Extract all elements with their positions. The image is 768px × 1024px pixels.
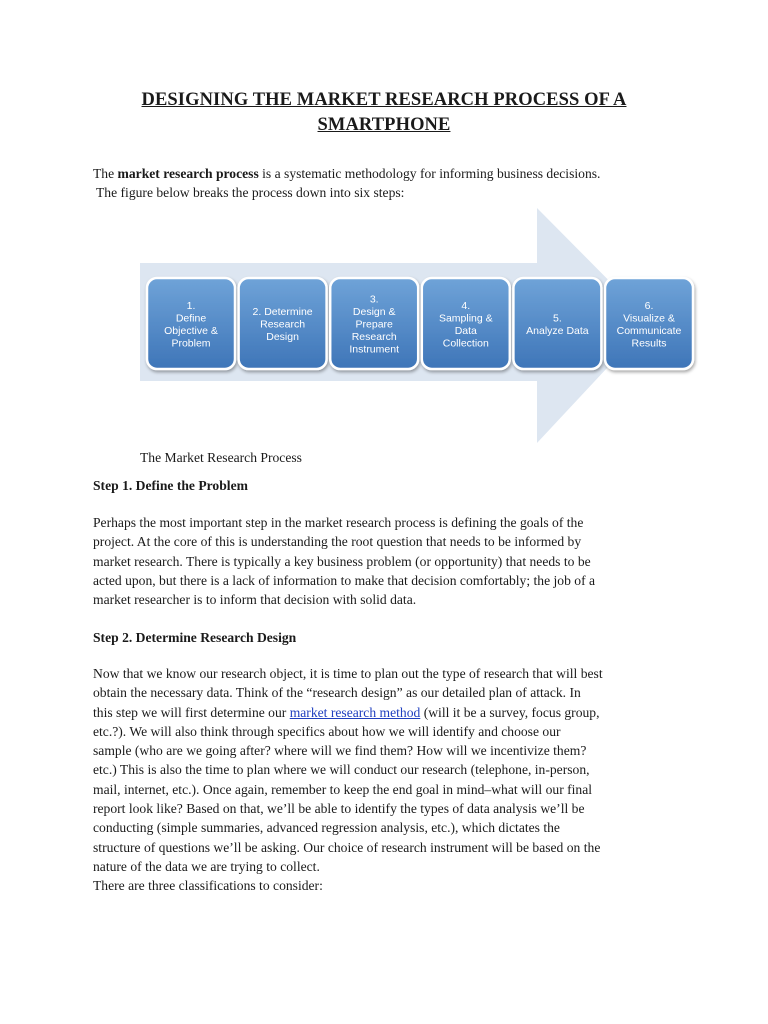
step2-line: conducting (simple summaries, advanced regression analysis, etc.), which dictates the (93, 820, 560, 836)
process-step-label: Research (351, 331, 397, 343)
page-title (60, 88, 708, 138)
process-step-label: Communicate (616, 324, 682, 337)
process-step-label: 3. (369, 293, 379, 306)
market-research-method-link[interactable]: market research method (289, 704, 421, 720)
process-diagram (140, 200, 710, 445)
process-step-6 (605, 278, 693, 369)
step2-line: obtain the necessary data. Think of the “research design” as our detailed plan of attack. In (93, 685, 581, 701)
process-step-label: Instrument (349, 343, 400, 356)
intro-line-2: The figure below breaks the process down into six steps: (96, 185, 405, 201)
step1-line: market researcher is to inform that decision with solid data. (93, 592, 417, 608)
process-step-label: Sampling & (438, 312, 493, 325)
step2-line: nature of the data we are trying to collect. (93, 858, 320, 874)
process-step-label: Design & (352, 306, 396, 318)
step1-line: market research. There is typically a key business problem (or opportunity) that needs to be (93, 553, 591, 569)
process-step-label: Objective & (164, 324, 218, 337)
process-step-label: Collection (442, 337, 489, 350)
step2-line: There are three classifications to consider: (93, 878, 323, 894)
process-step-2 (239, 278, 327, 369)
step2-line: sample (who are we going after? where will we find them? How will we incentivize them? (93, 743, 587, 759)
process-step-label: Design (266, 331, 299, 343)
step2-heading: Step 2. Determine Research Design (93, 630, 297, 645)
process-step-label: Research (260, 318, 306, 331)
step2-line (93, 703, 693, 722)
step2-line: report look like? Based on that, we’ll be able to identify the types of data analysis we’ll be (93, 801, 585, 817)
process-step-label: Define (175, 312, 207, 325)
intro-paragraph (93, 164, 693, 203)
step2-line: mail, internet, etc.). Once again, remember to keep the end goal in mind–what will our final (93, 781, 593, 797)
intro-post: is a systematic methodology for informing business decisions. (258, 166, 601, 181)
process-step-5 (513, 278, 601, 369)
step2-line3-post: (will it be a survey, focus group, (420, 704, 600, 720)
process-step-label: 5. (553, 312, 562, 325)
process-step-label: 6. (644, 299, 654, 312)
process-step-label: Data (454, 324, 477, 337)
process-step-label: 4. (461, 299, 471, 312)
step1-paragraph (93, 513, 693, 609)
process-step-label: Prepare (355, 318, 393, 331)
process-step-4 (422, 278, 510, 369)
title-line-2: SMARTPHONE (317, 115, 451, 135)
step2-line: etc.?). We will also think through specifics about how we will identify and choose our (93, 723, 561, 739)
step2-paragraph (93, 664, 693, 896)
diagram-caption: The Market Research Process (140, 450, 302, 465)
step2-line: Now that we know our research object, it is time to plan out the type of research that will best (93, 666, 603, 681)
step2-line: structure of questions we’ll be asking. Our choice of research instrument will be based on the (93, 839, 601, 855)
process-step-3 (330, 278, 418, 369)
process-step-label: 1. (186, 299, 196, 312)
process-step-1 (147, 278, 235, 369)
step1-line: Perhaps the most important step in the market research process is defining the goals of the (93, 515, 584, 530)
title-line-1: DESIGNING THE MARKET RESEARCH PROCESS OF A (141, 90, 627, 110)
step2-line3-pre: this step we will first determine our (93, 704, 290, 720)
process-step-label: Problem (171, 337, 211, 350)
intro-bold-term: market research process (117, 166, 259, 181)
process-step-label: Results (631, 337, 667, 350)
process-step-label: 2. Determine (252, 306, 313, 318)
process-step-label: Analyze Data (526, 324, 589, 337)
step1-line: project. At the core of this is understanding the root question that needs to be informed by (93, 534, 582, 550)
intro-pre: The (93, 166, 118, 181)
step1-line: acted upon, but there is a lack of information to make that decision comfortably; the job of a (93, 572, 596, 588)
process-step-label: Visualize & (623, 312, 675, 325)
step2-line: etc.) This is also the time to plan where we will conduct our research (telephone, in-person, (93, 762, 590, 778)
step1-heading: Step 1. Define the Problem (93, 478, 248, 493)
